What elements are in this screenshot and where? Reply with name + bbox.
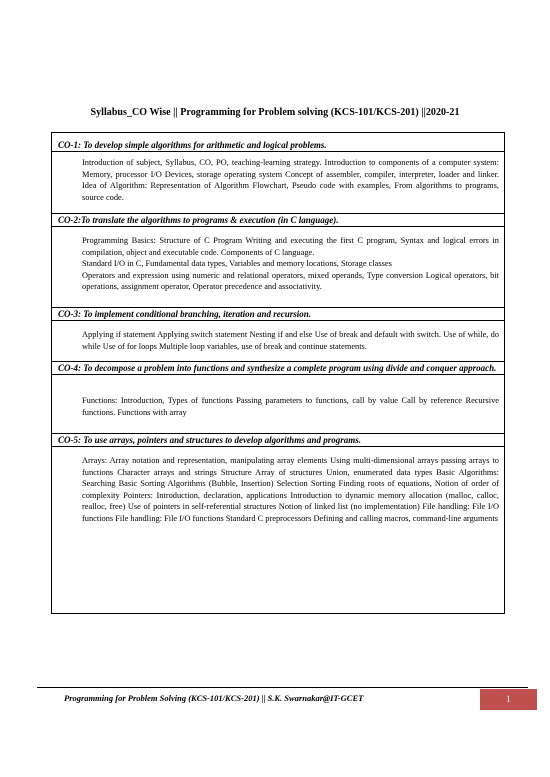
co-5-content	[52, 455, 504, 524]
co-3-content	[52, 329, 504, 352]
footer-divider	[37, 687, 528, 688]
co-2-heading: CO-2:To translate the algorithms to programs & execution (in C language).	[52, 213, 504, 227]
page-title: Syllabus_CO Wise || Programming for Problem solving (KCS-101/KCS-201) ||2020-21	[90, 107, 460, 118]
co-2-paragraph-2: Standard I/O in C, Fundamental data types, Variables and memory locations, Storage classes	[82, 259, 392, 268]
co-1-heading: CO-1: To develop simple algorithms for arithmetic and logical problems.	[52, 139, 504, 152]
co-3-paragraph-1: Applying if statement Applying switch statement Nesting if and else Use of break and default with switch. Use of while, do while Use of for loops Multiple loop variables, use of break and continue statements.	[82, 330, 499, 351]
co-1-paragraph-1: Introduction of subject, Syllabus, CO, PO, teaching-learning strategy. Introduction to components of a computer system: Memory, processor I/O Devices, storage operating system Concept of assembler, compiler, interpreter, loader and linker. Idea of Algorithm: Representation of Algorithm Flowchart, Pseudo code with examples, From algorithms to programs, source code.	[82, 158, 499, 202]
footer-text: Programming for Problem Solving (KCS-101/KCS-201) || S.K. Swarnakar@IT-GCET	[64, 693, 364, 703]
co-2-paragraph-3: Operators and expression using numeric and relational operators, mixed operands, Type conversion Logical operators, bit operations, assignment operator, Operator precedence and associativity.	[82, 270, 499, 291]
co-1-content	[52, 157, 504, 203]
page-number: 1	[480, 689, 537, 710]
co-2-paragraph-1: Programming Basics: Structure of C Program Writing and executing the first C program, Syntax and logical errors in compilation, object and executable code. Components of C language.	[82, 236, 499, 257]
co-4-paragraph-1: Functions: Introduction, Types of functions Passing parameters to functions, call by value Call by reference Recursive functions. Functions with array	[82, 396, 499, 417]
course-outcomes-table	[51, 132, 505, 614]
co-5-paragraph-1: Arrays: Array notation and representation, manipulating array elements Using multi-dimensional arrays passing arrays to functions Character arrays and strings Structure Array of structures Union, enumerated data types Basic Algorithms: Searching Basic Sorting Algorithms (Bubble, Insertion) Selection Sorting Finding roots of equations, Notion of order of complexity Pointers: Introduction, declaration, applications Introduction to dynamic memory allocation (malloc, calloc, realloc, free) Use of pointers in self-referential structures Notion of linked list (no implementation) File handling: File I/O functions File handling: File I/O functions Standard C preprocessors Defining and calling macros, command-line arguments	[82, 456, 499, 523]
co-4-heading: CO-4: To decompose a problem into functions and synthesize a complete program using divide and conquer approach.	[52, 361, 504, 375]
co-4-content	[52, 395, 504, 418]
co-2-content	[52, 235, 504, 293]
co-5-heading: CO-5: To use arrays, pointers and structures to develop algorithms and programs.	[52, 433, 504, 447]
co-3-heading: CO-3: To implement conditional branching, iteration and recursion.	[52, 307, 504, 321]
